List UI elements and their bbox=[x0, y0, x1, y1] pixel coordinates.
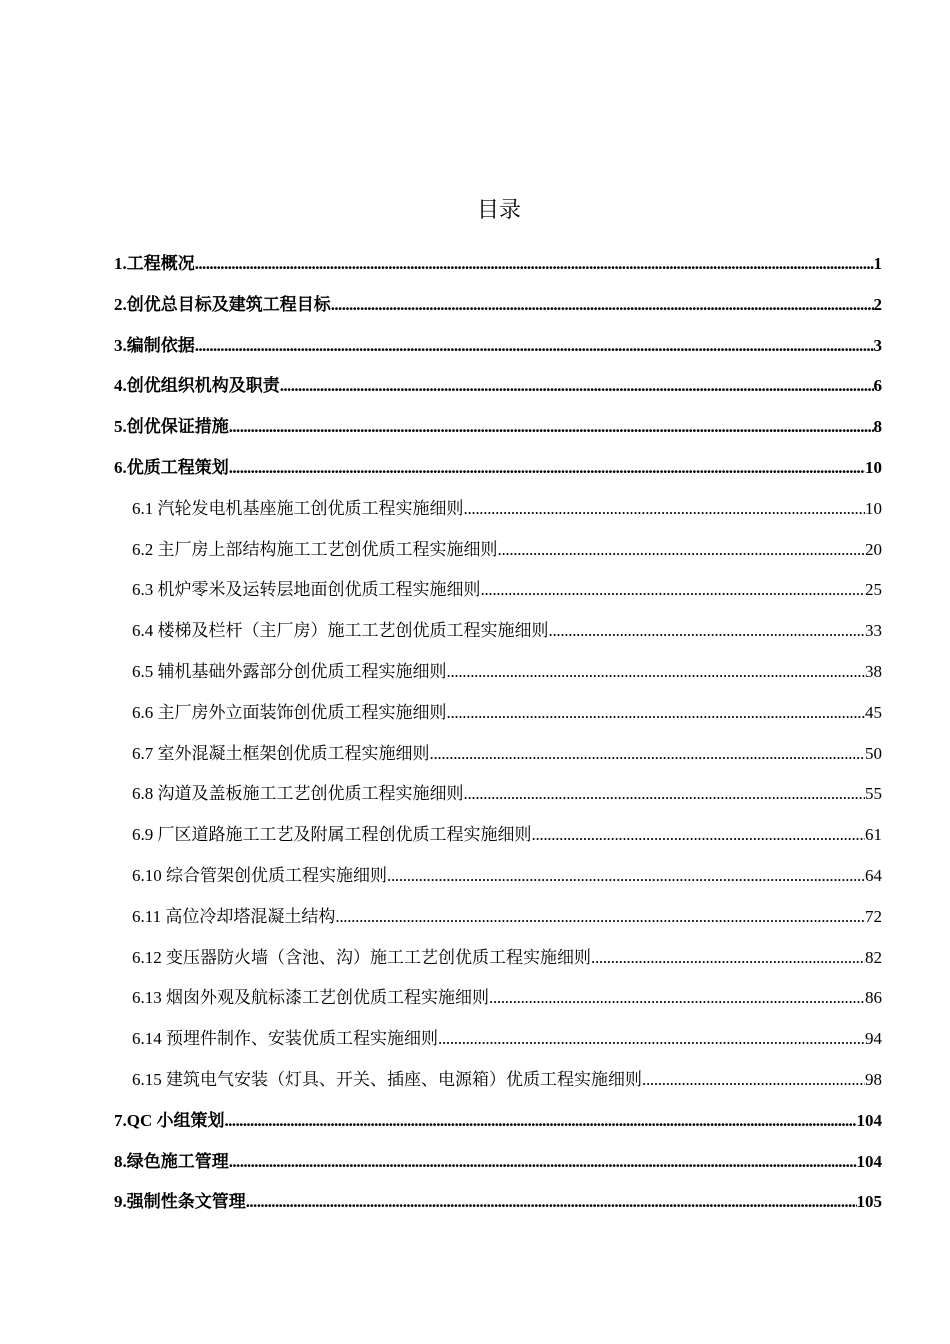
toc-entry[interactable] bbox=[114, 617, 882, 645]
toc-entry-label: 6.6 主厂房外立面装饰创优质工程实施细则 bbox=[132, 702, 447, 722]
toc-entry-page-number: 33 bbox=[865, 621, 882, 641]
toc-dot-leader bbox=[229, 413, 874, 441]
toc-entry-page-number: 38 bbox=[865, 662, 882, 681]
toc-entry[interactable] bbox=[114, 1066, 882, 1094]
toc-entry-label: 6.14 预埋件制作、安装优质工程实施细则 bbox=[132, 1029, 438, 1049]
toc-entry[interactable] bbox=[114, 372, 882, 400]
toc-entry-label: 6.11 高位冷却塔混凝土结构 bbox=[132, 906, 336, 926]
toc-entry-page-number: 8 bbox=[873, 417, 882, 437]
toc-dot-leader bbox=[447, 658, 866, 686]
toc-entry[interactable] bbox=[114, 1107, 882, 1135]
toc-entry-label: 4.创优组织机构及职责 bbox=[114, 376, 280, 396]
toc-entry[interactable] bbox=[114, 984, 882, 1012]
toc-dot-leader bbox=[498, 536, 866, 564]
toc-entry-page-number: 82 bbox=[865, 947, 882, 967]
toc-dot-leader bbox=[549, 617, 866, 645]
toc-entry[interactable] bbox=[114, 780, 882, 808]
toc-entry-page-number: 105 bbox=[856, 1192, 882, 1212]
toc-entry[interactable] bbox=[114, 658, 882, 686]
toc-dot-leader bbox=[447, 699, 866, 727]
toc-entry-page-number: 10 bbox=[865, 458, 882, 477]
toc-entry-label: 6.7 室外混凝土框架创优质工程实施细则 bbox=[132, 743, 430, 763]
toc-entry-label: 9.强制性条文管理 bbox=[114, 1192, 246, 1212]
toc-entry-label: 6.9 厂区道路施工工艺及附属工程创优质工程实施细则 bbox=[132, 825, 532, 845]
toc-entry-page-number: 86 bbox=[865, 988, 882, 1008]
toc-dot-leader bbox=[642, 1066, 865, 1094]
toc-dot-leader bbox=[331, 291, 874, 319]
toc-entry-label: 6.5 辅机基础外露部分创优质工程实施细则 bbox=[132, 662, 447, 681]
toc-entry-page-number: 55 bbox=[865, 784, 882, 804]
toc-entry-page-number: 64 bbox=[865, 866, 882, 885]
toc-entry-label: 6.12 变压器防火墙（含池、沟）施工工艺创优质工程实施细则 bbox=[132, 947, 591, 967]
toc-entry[interactable] bbox=[114, 413, 882, 441]
toc-dot-leader bbox=[430, 740, 866, 768]
toc-entry[interactable] bbox=[114, 903, 882, 931]
toc-entry-label: 6.13 烟囱外观及航标漆工艺创优质工程实施细则 bbox=[132, 988, 489, 1008]
toc-entry-page-number: 50 bbox=[865, 743, 882, 763]
toc-dot-leader bbox=[229, 1148, 857, 1176]
toc-dot-leader bbox=[481, 576, 866, 604]
toc-entry-page-number: 72 bbox=[865, 906, 882, 926]
toc-entry[interactable] bbox=[114, 536, 882, 564]
toc-dot-leader bbox=[438, 1025, 865, 1053]
toc-entry-label: 1.工程概况 bbox=[114, 254, 195, 273]
toc-entry-label: 2.创优总目标及建筑工程目标 bbox=[114, 294, 331, 314]
toc-entry-page-number: 94 bbox=[865, 1029, 882, 1049]
toc-entry-label: 6.1 汽轮发电机基座施工创优质工程实施细则 bbox=[132, 498, 464, 518]
toc-entry-page-number: 104 bbox=[856, 1110, 882, 1130]
toc-entry-page-number: 3 bbox=[873, 335, 882, 355]
toc-entry-page-number: 45 bbox=[865, 702, 882, 722]
toc-entry-label: 6.4 楼梯及栏杆（主厂房）施工工艺创优质工程实施细则 bbox=[132, 621, 549, 641]
toc-entry[interactable] bbox=[114, 454, 882, 482]
toc-entry-page-number: 98 bbox=[865, 1070, 882, 1089]
toc-dot-leader bbox=[280, 372, 874, 400]
toc-entry[interactable] bbox=[114, 332, 882, 360]
toc-dot-leader bbox=[464, 780, 866, 808]
toc-entry-page-number: 25 bbox=[865, 580, 882, 600]
toc-entry[interactable] bbox=[114, 495, 882, 523]
toc-entry[interactable] bbox=[114, 250, 882, 278]
toc-entry-label: 8.绿色施工管理 bbox=[114, 1151, 229, 1171]
page-title: 目录 bbox=[476, 197, 521, 222]
toc-entry-page-number: 10 bbox=[865, 498, 882, 518]
toc-dot-leader bbox=[464, 495, 866, 523]
toc-entry-label: 6.3 机炉零米及运转层地面创优质工程实施细则 bbox=[132, 580, 481, 600]
toc-dot-leader bbox=[489, 984, 865, 1012]
toc-entry-page-number: 1 bbox=[873, 254, 882, 273]
toc-entry-label: 6.10 综合管架创优质工程实施细则 bbox=[132, 866, 387, 885]
toc-entry-label: 6.15 建筑电气安装（灯具、开关、插座、电源箱）优质工程实施细则 bbox=[132, 1070, 642, 1089]
toc-entry[interactable] bbox=[114, 862, 882, 890]
toc-dot-leader bbox=[387, 862, 865, 890]
toc-dot-leader bbox=[225, 1107, 857, 1135]
toc-entry-label: 6.优质工程策划 bbox=[114, 458, 229, 477]
toc-entry[interactable] bbox=[114, 944, 882, 972]
toc-entry[interactable] bbox=[114, 1025, 882, 1053]
toc-entry-page-number: 6 bbox=[873, 376, 882, 396]
toc-dot-leader bbox=[195, 332, 874, 360]
toc-entry-page-number: 20 bbox=[865, 539, 882, 559]
toc-entry-page-number: 2 bbox=[873, 294, 882, 314]
toc-dot-leader bbox=[246, 1188, 857, 1216]
toc-dot-leader bbox=[335, 903, 865, 931]
toc-entry[interactable] bbox=[114, 740, 882, 768]
toc-dot-leader bbox=[591, 944, 865, 972]
toc-entry[interactable] bbox=[114, 1148, 882, 1176]
toc-entry-label: 5.创优保证措施 bbox=[114, 417, 229, 437]
toc-entry-label: 3.编制依据 bbox=[114, 335, 195, 355]
toc-dot-leader bbox=[532, 821, 866, 849]
toc-entry-page-number: 104 bbox=[856, 1151, 882, 1171]
toc-entry[interactable] bbox=[114, 1188, 882, 1216]
toc-entry[interactable] bbox=[114, 821, 882, 849]
toc-entry-page-number: 61 bbox=[865, 825, 882, 845]
toc-entry-label: 7.QC 小组策划 bbox=[114, 1110, 225, 1130]
toc-entry-label: 6.2 主厂房上部结构施工工艺创优质工程实施细则 bbox=[132, 539, 498, 559]
toc-entry[interactable] bbox=[114, 699, 882, 727]
toc-dot-leader bbox=[195, 250, 874, 278]
toc-entry[interactable] bbox=[114, 291, 882, 319]
toc-dot-leader bbox=[229, 454, 865, 482]
toc-entry-label: 6.8 沟道及盖板施工工艺创优质工程实施细则 bbox=[132, 784, 464, 804]
toc-entry[interactable] bbox=[114, 576, 882, 604]
